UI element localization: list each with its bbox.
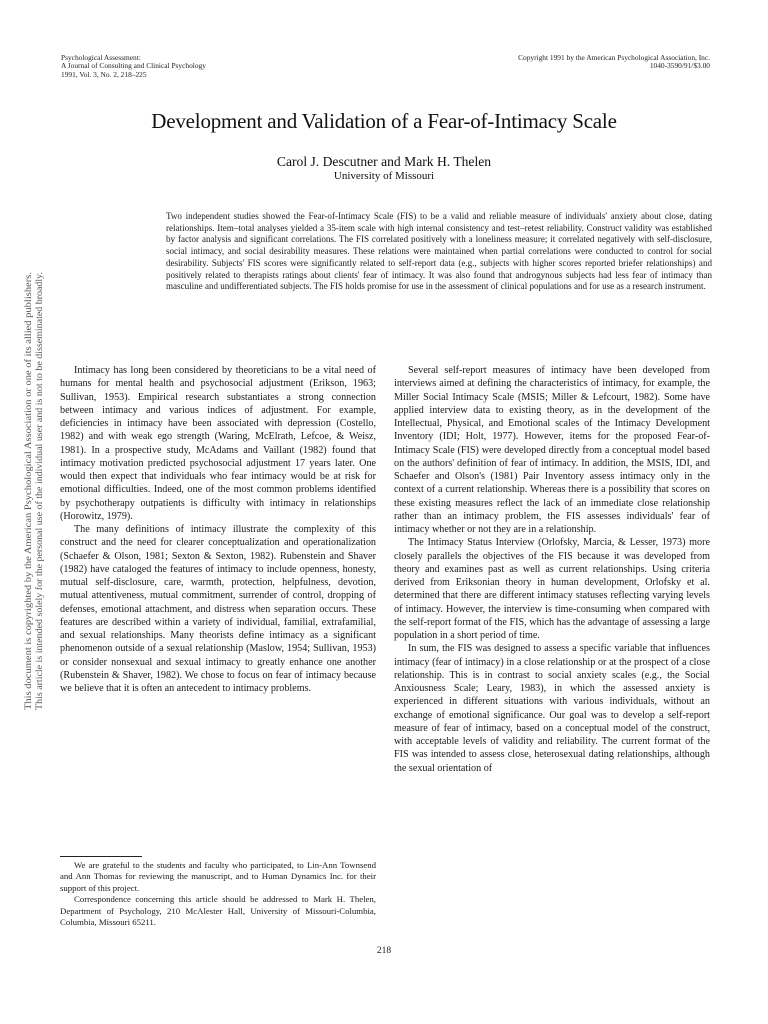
body-paragraph: Several self-report measures of intimacy have been developed from interviews aimed at defining the characteristics of intimacy, for example, the Miller Social Intimacy Scale (MSIS; Miller & Lefcourt, 1982). Some have applied interview data to existing theory, as in the development of the Intellectual, Physical, and Emotional scales of the Intimacy Development Inventory (IDI; Holt, 1977). However, items for the proposed Fear-of-Intimacy Scale (FIS) were developed directly from a conceptual model based on the authors' definition of fear of intimacy. In addition, the MSIS, IDI, and Schaefer and Olson's (1981) Pair Inventory assess intimacy only in the context of a current relationship. Whereas there is a possibility that scores on these existing measures reflect the lack of an immediate close relationship rather than an intimacy problem, the FIS assesses individuals' fear of intimacy whether or not they are in a relationship. — [394, 365, 710, 535]
footnotes — [60, 860, 376, 928]
side-notice-svg — [24, 270, 44, 710]
copyright-side-notice — [24, 270, 44, 710]
correspondence-footnote: Correspondence concerning this article should be addressed to Mark H. Thelen, Department of Psychology, 210 McAlester Hall, University of Missouri-Columbia, Columbia, Missouri 65211. — [60, 894, 376, 928]
copyright-header — [518, 54, 710, 71]
body-paragraph: The Intimacy Status Interview (Orlofsky, Marcia, & Lesser, 1973) more closely parallels the objectives of the FIS because it was developed from theory and examines past as well as current relationships. Using criteria derived from Eriksonian theory in human development, Orlofsky et al. determined that there are different intimacy statuses reflecting varying levels of intimacy. However, the interview is time-consuming when compared with the self-report format of the FIS, which has the advantage of assessing a large population in a short period of time. — [394, 537, 710, 641]
body-paragraph: In sum, the FIS was designed to assess a specific variable that influences intimacy (fear of intimacy) in a close relationship or at the prospect of a close relationship. This is in contrast to social anxiety scales (e.g., the Social Anxiousness Scale; Leary, 1983), in which the assessed anxiety is experienced in different situations with various individuals, without an exchange of emotional significance. Our goal was to develop a self-report measure of fear of intimacy, based on a conceptual model of the construct, with acceptable levels of validity and reliability. The current format of the FIS was intended to assess close, heterosexual dating relationships, although the sexual orientation of — [394, 643, 710, 774]
author-affiliation: University of Missouri — [333, 170, 435, 182]
paper-title: Development and Validation of a Fear-of-Intimacy Scale — [151, 109, 617, 133]
body-paragraph: Intimacy has long been considered by theoreticians to be a vital need of humans for mental health and psychosocial adjustment (Erikson, 1963; Sullivan, 1953). Empirical research substantiates a strong connection between intimacy and various indices of adjustment. For example, deficiencies in intimacy have been associated with depression (Costello, 1982) and with weak ego strength (Waring, McElrath, Lefcoe, & Weisz, 1981). In a prospective study, McAdams and Vaillant (1982) found that intimacy motivation predicted psychosocial adjustment 17 years later. One would then expect that individuals who fear intimacy would be at risk for emotional difficulties. Indeed, one of the most common problems identified by psychotherapy outpatients is difficulty with intimacy in relationships (Horowitz, 1979). — [60, 365, 376, 522]
side-notice-line-1: This document is copyrighted by the American Psychological Association or one of its allied publishers. — [24, 319, 34, 710]
journal-name: Psychological Assessment: — [61, 53, 141, 62]
right-column — [394, 364, 710, 775]
acknowledgment-footnote: We are grateful to the students and faculty who participated, to Lin-Ann Townsend and Ann Thomas for reviewing the manuscript, and to Human Dynamics Inc. for their support of this project. — [60, 860, 376, 893]
left-column — [60, 364, 376, 695]
side-notice-line-2: This article is intended solely for the personal use of the individual user and is not to be disseminated broadly. — [35, 297, 45, 710]
journal-header — [61, 54, 206, 79]
page-number: 218 — [376, 946, 392, 956]
paper-authors: Carol J. Descutner and Mark H. Thelen — [276, 154, 492, 169]
body-paragraph: The many definitions of intimacy illustrate the complexity of this construct and the need for clearer conceptualization and operationalization (Schaefer & Olson, 1981; Sexton & Sexton, 1982). Rubenstein and Shaver (1982) have cataloged the features of intimacy to include openness, honesty, mutual self-disclosure, care, warmth, protection, helpfulness, devotion, mutual attentiveness, mutual commitment, surrender of control, dropping of defenses, emotional attachment, and distress when separation occurs. These features are described within a variety of individual, familial, extrafamilial, and sexual relationships. Many theorists define intimacy as a significant phenomenon outside of a sexual relationship (Maslow, 1954; Sullivan, 1953) or consider nonsexual and sexual intimacy to greatly enhance one another (Rubenstein & Shaver, 1982). We chose to focus on fear of intimacy because we believe that it is often an antecedent to intimacy problems. — [60, 524, 376, 694]
issn-line: 1040-3590/91/$3.00 — [649, 61, 710, 71]
abstract: Two independent studies showed the Fear-of-Intimacy Scale (FIS) to be a valid and reliable measure of individuals' anxiety about close, dating relationships. Item–total analyses yielded a 35-item scale with high internal consistency and test–retest reliability. Construct validity was established by factor analysis and significant correlations. The FIS correlated positively with a loneliness measure; it correlated negatively with self-disclosure, social intimacy, and social desirability measures. These relations were maintained when partial correlations were conducted to control for social desirability. Subjects' FIS scores were significantly related to self-report data (e.g., subjects with higher scores reported briefer relationships) and positively related to therapists ratings about clients' fear of intimacy. It was also found that androgynous subjects had less fear of intimacy than masculine and undifferentiated subjects. The FIS holds promise for use in the assessment of clinical populations and for use as a research instrument. — [166, 211, 712, 292]
copyright-line: Copyright 1991 by the American Psychological Association, Inc. — [518, 53, 710, 62]
journal-subtitle: A Journal of Consulting and Clinical Psychology — [61, 61, 206, 71]
journal-volume: 1991, Vol. 3, No. 2, 218–225 — [61, 69, 147, 79]
footnote-rule — [60, 856, 142, 857]
